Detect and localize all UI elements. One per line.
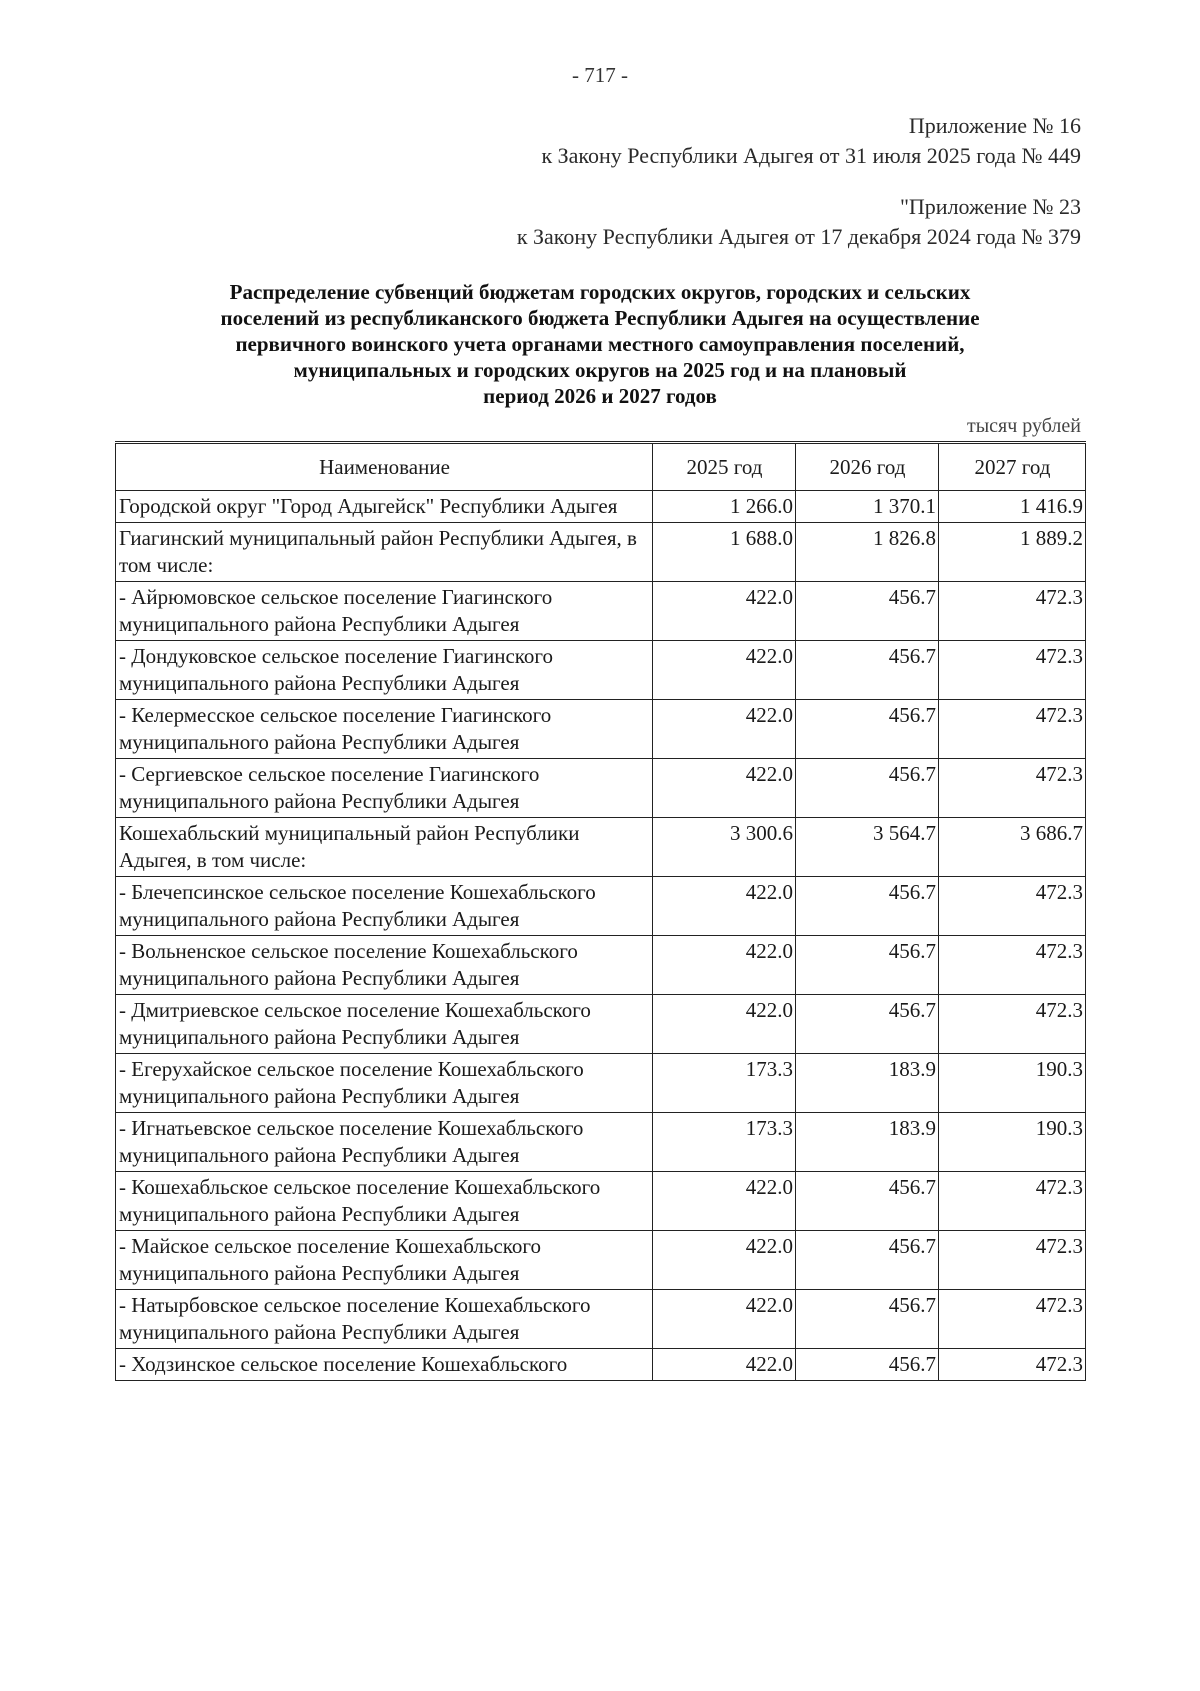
row-name-cell: Гиагинский муниципальный район Республики Адыгея, в том числе: xyxy=(116,523,653,582)
title-line: муниципальных и городских округов на 2025 год и на плановый xyxy=(293,358,907,382)
page-number: - 717 - xyxy=(572,63,628,87)
row-name-cell: - Вольненское сельское поселение Кошехабльского муниципального района Республики Адыгея xyxy=(116,936,653,995)
row-value-2026: 456.7 xyxy=(796,700,939,759)
row-name-cell: - Сергиевское сельское поселение Гиагинского муниципального района Республики Адыгея xyxy=(116,759,653,818)
row-value-2025: 422.0 xyxy=(653,877,796,936)
row-value-2026: 456.7 xyxy=(796,641,939,700)
row-value-2025: 422.0 xyxy=(653,995,796,1054)
table-row xyxy=(116,1113,1086,1172)
row-value-2026: 183.9 xyxy=(796,1113,939,1172)
row-name-cell: - Кошехабльское сельское поселение Кошехабльского муниципального района Республики Адыгея xyxy=(116,1172,653,1231)
attachment-original xyxy=(517,192,1081,252)
table-row xyxy=(116,818,1086,877)
row-value-2027: 472.3 xyxy=(939,1172,1086,1231)
table-row xyxy=(116,1349,1086,1381)
document-title xyxy=(100,279,1100,409)
row-value-2025: 422.0 xyxy=(653,1231,796,1290)
row-value-2027: 472.3 xyxy=(939,1290,1086,1349)
row-value-2027: 472.3 xyxy=(939,641,1086,700)
row-value-2025: 422.0 xyxy=(653,1172,796,1231)
title-line: период 2026 и 2027 годов xyxy=(483,384,717,408)
attachment-current-line2: к Закону Республики Адыгея от 31 июля 2025 года № 449 xyxy=(541,143,1081,168)
row-value-2025: 1 688.0 xyxy=(653,523,796,582)
row-value-2025: 422.0 xyxy=(653,936,796,995)
row-value-2026: 456.7 xyxy=(796,1349,939,1381)
table-row xyxy=(116,877,1086,936)
row-value-2025: 3 300.6 xyxy=(653,818,796,877)
table-row xyxy=(116,491,1086,523)
row-value-2025: 422.0 xyxy=(653,582,796,641)
row-value-2027: 472.3 xyxy=(939,1349,1086,1381)
row-value-2026: 456.7 xyxy=(796,877,939,936)
table-row xyxy=(116,1172,1086,1231)
title-line: Распределение субвенций бюджетам городских округов, городских и сельских xyxy=(229,280,971,304)
header-2026: 2026 год xyxy=(796,443,939,491)
attachment-current-line1: Приложение № 16 xyxy=(908,113,1081,138)
row-name-cell: Городской округ "Город Адыгейск" Республики Адыгея xyxy=(116,491,653,523)
row-value-2026: 456.7 xyxy=(796,1231,939,1290)
row-name-cell: - Натырбовское сельское поселение Кошехабльского муниципального района Республики Адыгея xyxy=(116,1290,653,1349)
row-value-2027: 472.3 xyxy=(939,1231,1086,1290)
row-value-2026: 3 564.7 xyxy=(796,818,939,877)
row-name-cell: - Егерухайское сельское поселение Кошехабльского муниципального района Республики Адыгея xyxy=(116,1054,653,1113)
subvention-table xyxy=(115,441,1086,1381)
row-value-2027: 472.3 xyxy=(939,582,1086,641)
header-name: Наименование xyxy=(116,443,653,491)
title-line: первичного воинского учета органами местного самоуправления поселений, xyxy=(235,332,965,356)
row-value-2026: 183.9 xyxy=(796,1054,939,1113)
table-row xyxy=(116,582,1086,641)
table-row xyxy=(116,995,1086,1054)
table-row xyxy=(116,700,1086,759)
row-name-cell: - Айрюмовское сельское поселение Гиагинского муниципального района Республики Адыгея xyxy=(116,582,653,641)
table-row xyxy=(116,1231,1086,1290)
row-value-2025: 422.0 xyxy=(653,641,796,700)
row-value-2026: 456.7 xyxy=(796,936,939,995)
row-value-2025: 173.3 xyxy=(653,1113,796,1172)
row-value-2026: 456.7 xyxy=(796,995,939,1054)
row-value-2027: 472.3 xyxy=(939,700,1086,759)
table-body xyxy=(116,491,1086,1381)
row-value-2025: 422.0 xyxy=(653,759,796,818)
row-value-2026: 456.7 xyxy=(796,582,939,641)
row-value-2027: 472.3 xyxy=(939,877,1086,936)
row-value-2026: 456.7 xyxy=(796,759,939,818)
row-value-2027: 3 686.7 xyxy=(939,818,1086,877)
units-label: тысяч рублей xyxy=(966,415,1081,437)
row-value-2027: 190.3 xyxy=(939,1054,1086,1113)
table-row xyxy=(116,936,1086,995)
row-value-2027: 472.3 xyxy=(939,936,1086,995)
table-row xyxy=(116,1054,1086,1113)
row-name-cell: - Блечепсинское сельское поселение Кошехабльского муниципального района Республики Адыгея xyxy=(116,877,653,936)
header-2027: 2027 год xyxy=(939,443,1086,491)
table-row xyxy=(116,759,1086,818)
table-row xyxy=(116,641,1086,700)
row-value-2025: 422.0 xyxy=(653,700,796,759)
table-row xyxy=(116,523,1086,582)
row-name-cell: Кошехабльский муниципальный район Республики Адыгея, в том числе: xyxy=(116,818,653,877)
row-value-2026: 1 370.1 xyxy=(796,491,939,523)
attachment-original-line2: к Закону Республики Адыгея от 17 декабря 2024 года № 379 xyxy=(516,224,1081,249)
row-value-2025: 1 266.0 xyxy=(653,491,796,523)
row-name-cell: - Игнатьевское сельское поселение Кошехабльского муниципального района Республики Адыгея xyxy=(116,1113,653,1172)
row-name-cell: - Келермесское сельское поселение Гиагинского муниципального района Республики Адыгея xyxy=(116,700,653,759)
row-value-2027: 472.3 xyxy=(939,995,1086,1054)
row-value-2026: 456.7 xyxy=(796,1172,939,1231)
row-name-cell: - Дондуковское сельское поселение Гиагинского муниципального района Республики Адыгея xyxy=(116,641,653,700)
row-value-2027: 190.3 xyxy=(939,1113,1086,1172)
row-value-2027: 1 889.2 xyxy=(939,523,1086,582)
title-line: поселений из республиканского бюджета Республики Адыгея на осуществление xyxy=(220,306,980,330)
row-value-2027: 1 416.9 xyxy=(939,491,1086,523)
row-value-2025: 173.3 xyxy=(653,1054,796,1113)
table-header-row xyxy=(116,443,1086,491)
row-name-cell: - Майское сельское поселение Кошехабльского муниципального района Республики Адыгея xyxy=(116,1231,653,1290)
row-name-cell: - Ходзинское сельское поселение Кошехабльского xyxy=(116,1349,653,1381)
attachment-original-line1: "Приложение № 23 xyxy=(899,194,1081,219)
row-value-2026: 1 826.8 xyxy=(796,523,939,582)
attachment-current xyxy=(541,111,1081,171)
table-row xyxy=(116,1290,1086,1349)
header-2025: 2025 год xyxy=(653,443,796,491)
row-value-2025: 422.0 xyxy=(653,1349,796,1381)
row-name-cell: - Дмитриевское сельское поселение Кошехабльского муниципального района Республики Адыгея xyxy=(116,995,653,1054)
row-value-2026: 456.7 xyxy=(796,1290,939,1349)
row-value-2027: 472.3 xyxy=(939,759,1086,818)
row-value-2025: 422.0 xyxy=(653,1290,796,1349)
